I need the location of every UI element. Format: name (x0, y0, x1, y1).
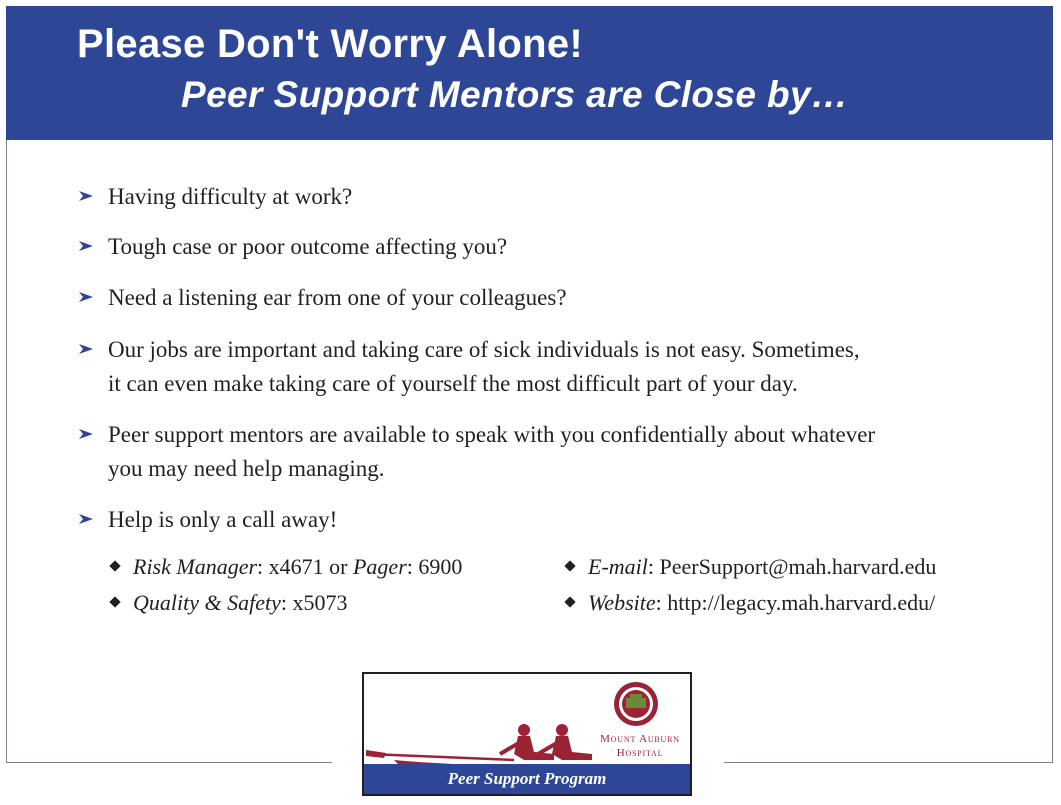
arrow-bullet-icon (78, 232, 94, 260)
hospital-name-line2: Hospital (616, 747, 664, 759)
hospital-name-line1: Mount Auburn (600, 733, 680, 745)
arrow-bullet-icon (78, 420, 94, 448)
contact-website (566, 589, 935, 617)
contact-value: : 6900 (406, 554, 463, 579)
arrow-bullet-icon (78, 335, 94, 363)
contact-value: : x4671 or (257, 554, 353, 579)
contact-label: E-mail (588, 554, 648, 579)
diamond-bullet-icon (109, 596, 120, 607)
diamond-bullet-icon (564, 596, 575, 607)
hospital-name (592, 732, 688, 760)
bullet-text-continued: you may need help managing. (108, 456, 385, 481)
banner-title: Please Don't Worry Alone! (77, 22, 583, 66)
bullet-text: Peer support mentors are available to speak with you confidentially about whatever (108, 422, 876, 447)
arrow-bullet-icon (78, 182, 94, 210)
bullet-text-continued: it can even make taking care of yourself the most difficult part of your day. (108, 371, 798, 396)
peer-support-logo (362, 672, 692, 796)
banner-subtitle: Peer Support Mentors are Close by… (181, 74, 849, 115)
arrow-bullet-icon (78, 283, 94, 311)
diamond-bullet-icon (109, 560, 120, 571)
contact-risk-manager (111, 553, 462, 581)
contact-label: Quality & Safety (133, 590, 281, 615)
email-link[interactable]: : PeerSupport@mah.harvard.edu (647, 554, 937, 579)
frame-bottom-border-left (6, 762, 332, 763)
program-name: Peer Support Program (364, 764, 690, 794)
header-banner (6, 6, 1053, 140)
contact-label: Risk Manager (133, 554, 258, 579)
bullet-text: Having difficulty at work? (108, 184, 353, 209)
bullet-text: Help is only a call away! (108, 507, 338, 532)
contact-email (566, 553, 936, 581)
contact-quality-safety (111, 589, 347, 617)
arrow-bullet-icon (78, 505, 94, 533)
contact-label: Website (588, 590, 656, 615)
contact-value: : x5073 (280, 590, 348, 615)
bullet-text: Tough case or poor outcome affecting you? (108, 234, 508, 259)
website-link[interactable]: : http://legacy.mah.harvard.edu/ (655, 590, 936, 615)
bullet-text: Need a listening ear from one of your colleagues? (108, 285, 567, 310)
bullet-text: Our jobs are important and taking care of sick individuals is not easy. Sometimes, (108, 337, 860, 362)
contact-label: Pager (352, 554, 407, 579)
diamond-bullet-icon (564, 560, 575, 571)
frame-bottom-border-right (724, 762, 1053, 763)
